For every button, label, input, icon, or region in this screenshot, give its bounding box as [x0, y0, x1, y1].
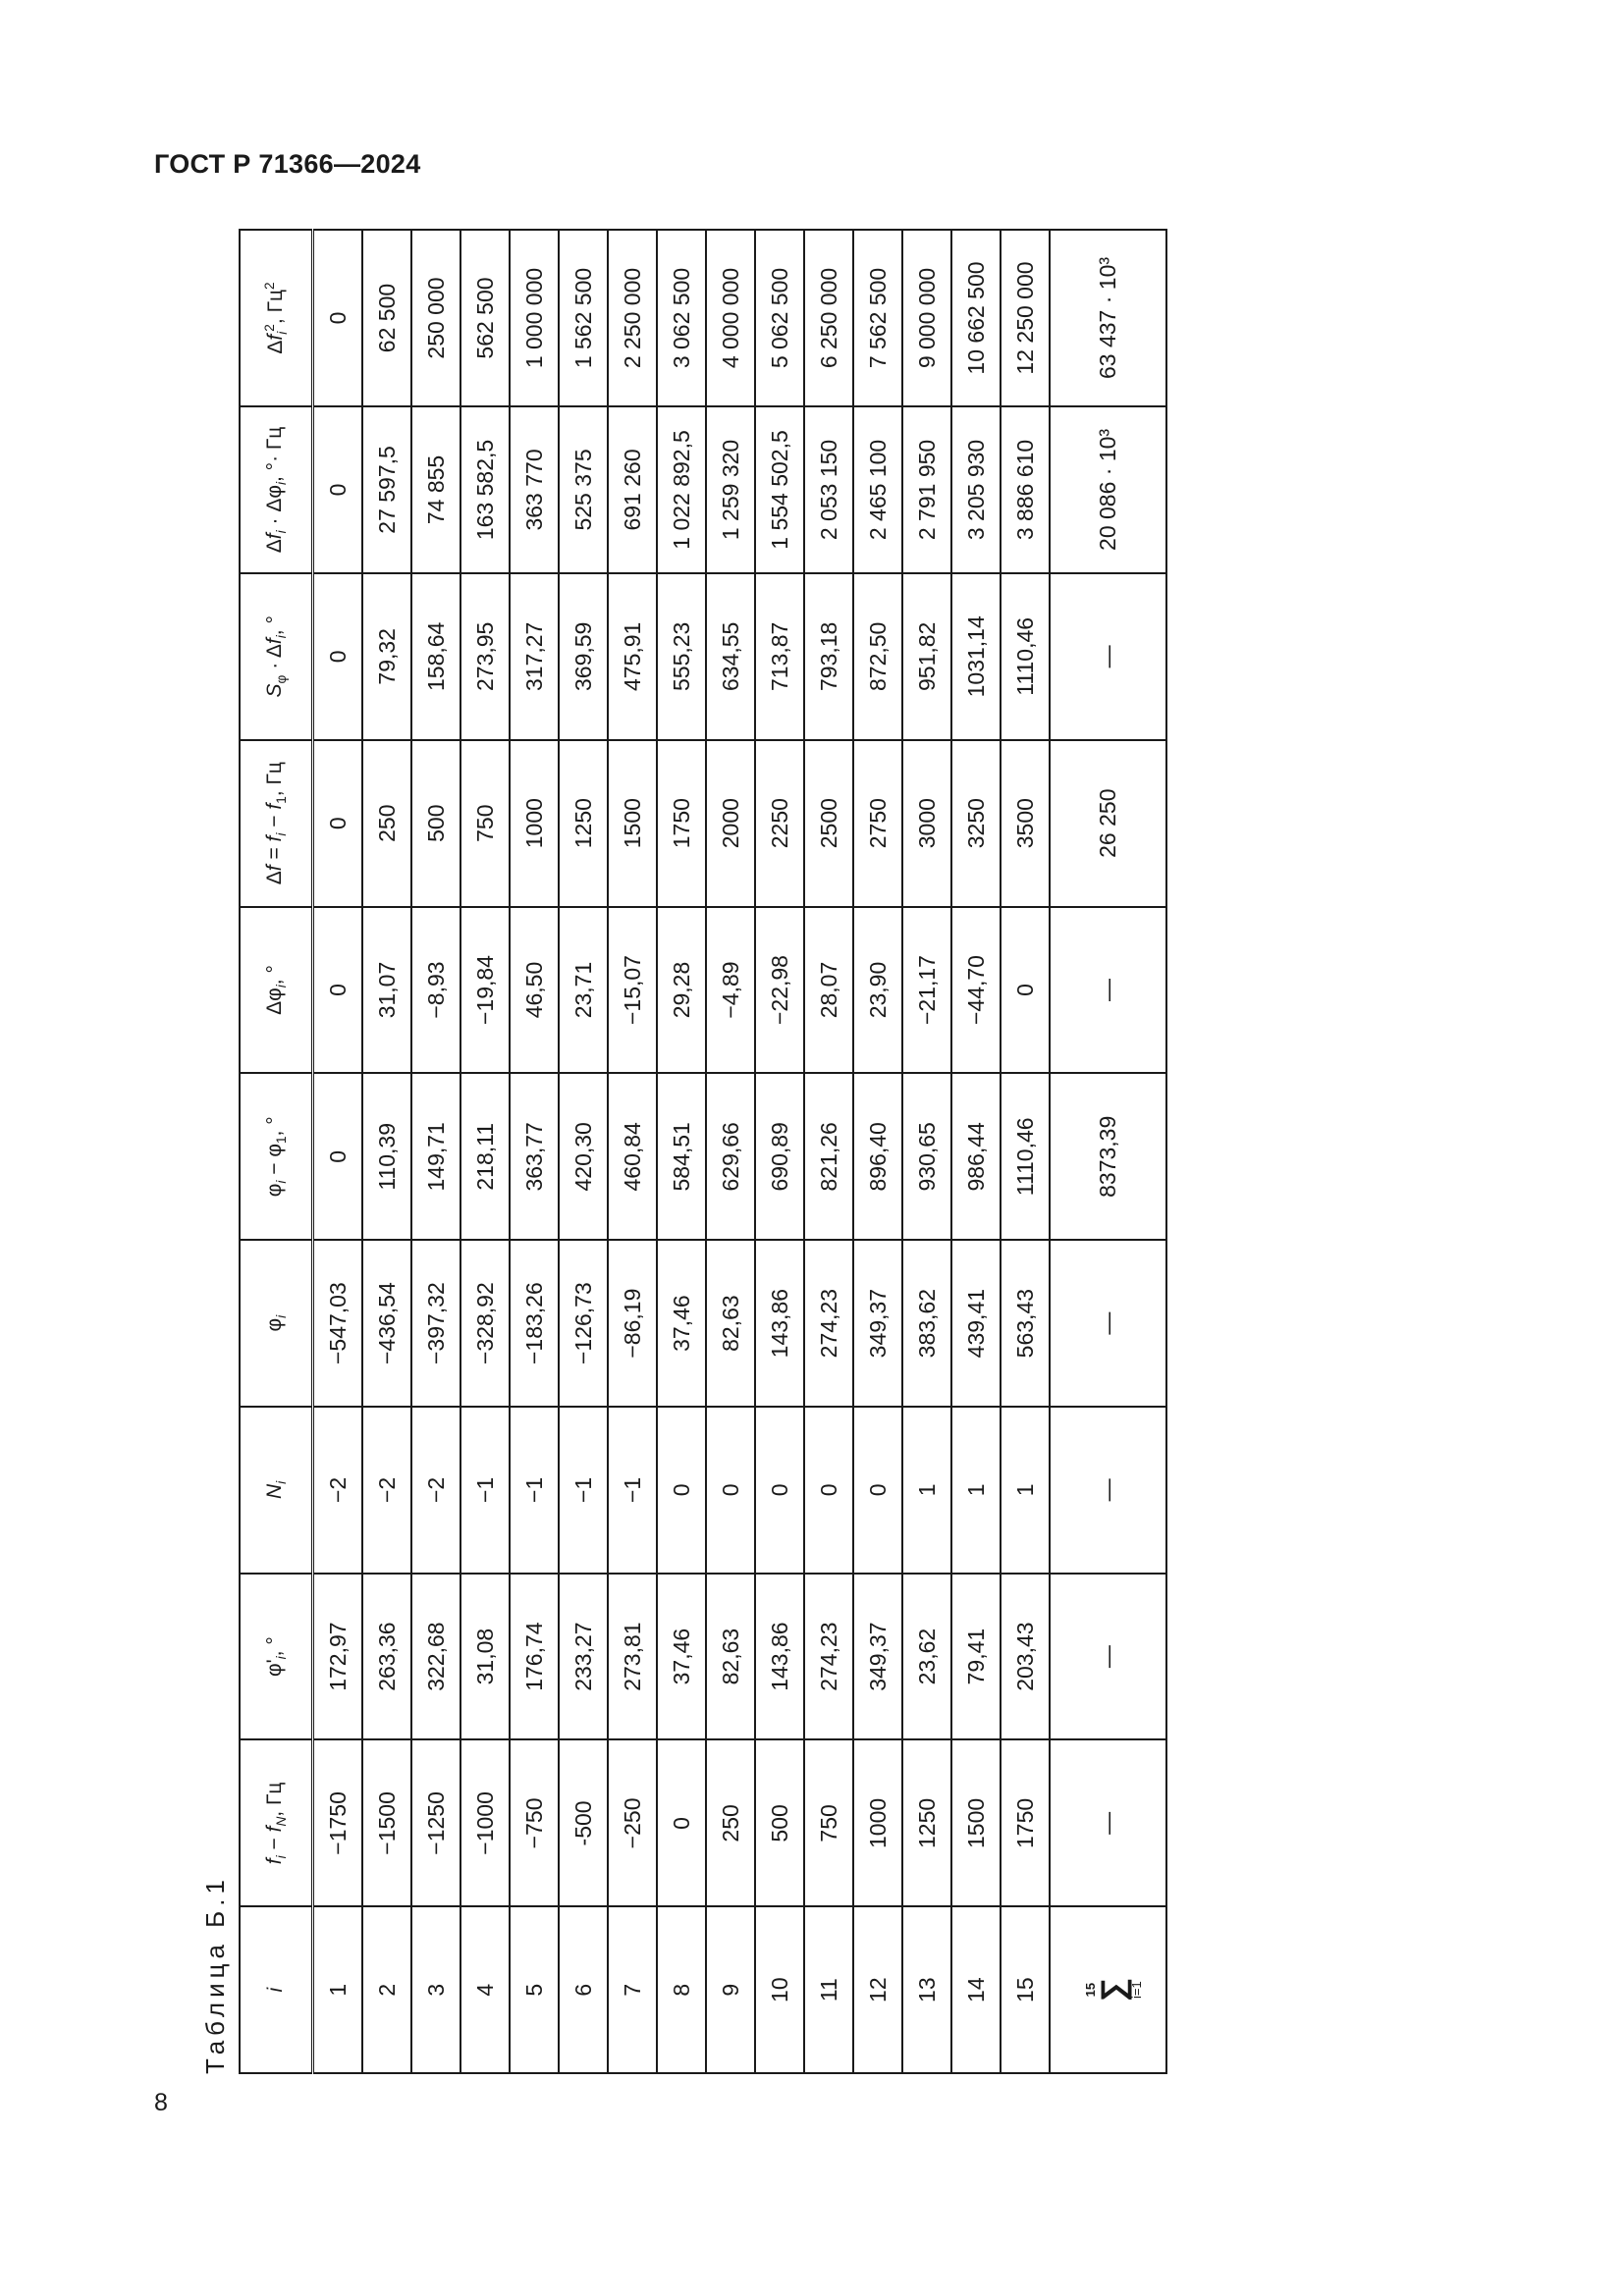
table-cell: 163 582,5: [460, 406, 510, 573]
table-cell: 31,08: [460, 1574, 510, 1740]
table-cell: 0: [313, 230, 363, 406]
table-cell: 383,62: [902, 1240, 951, 1407]
sum-cell: —: [1050, 1574, 1166, 1740]
column-header-phase-measured: $\varphi'_i$, °: [240, 1574, 313, 1740]
table-cell: 1 259 320: [706, 406, 755, 573]
table-cell: 2 250 000: [608, 230, 657, 406]
table-cell: 7: [608, 1906, 657, 2073]
table-row: [951, 230, 1001, 2073]
table-cell: 4 000 000: [706, 230, 755, 406]
table-cell: −2: [313, 1407, 363, 1574]
column-header-phase-diff: $\varphi_i - \varphi_1$, °: [240, 1073, 313, 1240]
table-cell: 82,63: [706, 1240, 755, 1407]
column-header-freq-phase-product: $\Delta f_i \cdot \Delta\varphi_i$, °· Гц: [240, 406, 313, 573]
table-cell: 11: [804, 1906, 853, 2073]
table-cell: 6 250 000: [804, 230, 853, 406]
table-cell: 821,26: [804, 1073, 853, 1240]
table-cell: −126,73: [559, 1240, 608, 1407]
table-cell: 2500: [804, 740, 853, 907]
table-cell: −328,92: [460, 1240, 510, 1407]
table-cell: 750: [460, 740, 510, 907]
table-cell: 460,84: [608, 1073, 657, 1240]
table-row: [1001, 230, 1050, 2073]
table-cell: 691 260: [608, 406, 657, 573]
table-cell: 9: [706, 1906, 755, 2073]
table-cell: 3500: [1001, 740, 1050, 907]
table-row: [804, 230, 853, 2073]
table-cell: −1500: [362, 1740, 411, 1907]
table-cell: 273,81: [608, 1574, 657, 1740]
table-cell: 555,23: [657, 573, 706, 740]
table-cell: 1500: [951, 1740, 1001, 1907]
table-cell: −1: [608, 1407, 657, 1574]
table-row: [706, 230, 755, 2073]
table-cell: 500: [755, 1740, 804, 1907]
table-cell: 250: [706, 1740, 755, 1907]
table-cell: 1: [313, 1906, 363, 2073]
table-cell: 158,64: [411, 573, 460, 740]
table-row: [853, 230, 902, 2073]
table-caption: Таблица Б.1: [200, 1875, 230, 2074]
table-cell: 3000: [902, 740, 951, 907]
table-cell: 9 000 000: [902, 230, 951, 406]
table-cell: −1250: [411, 1740, 460, 1907]
table-cell: 274,23: [804, 1574, 853, 1740]
table-row: [460, 230, 510, 2073]
sum-cell: 63 437 · 10³: [1050, 230, 1166, 406]
column-header-freq-squared: $\Delta f_i^2$, $Гц^2$: [240, 230, 313, 406]
table-cell: 3: [411, 1906, 460, 2073]
table-cell: 1031,14: [951, 573, 1001, 740]
rotated-table-area: [191, 229, 1144, 2074]
table-cell: 23,62: [902, 1574, 951, 1740]
table-cell: 28,07: [804, 907, 853, 1074]
table-row: [608, 230, 657, 2073]
table-cell: 1500: [608, 740, 657, 907]
table-cell: 12 250 000: [1001, 230, 1050, 406]
table-cell: 951,82: [902, 573, 951, 740]
table-cell: 1: [1001, 1407, 1050, 1574]
table-cell: 2750: [853, 740, 902, 907]
table-cell: 143,86: [755, 1574, 804, 1740]
table-cell: 31,07: [362, 907, 411, 1074]
table-cell: −397,32: [411, 1240, 460, 1407]
column-header-freq-offset: $f_i - f_N$, Гц: [240, 1740, 313, 1907]
table-cell: 1110,46: [1001, 1073, 1050, 1240]
table-cell: 439,41: [951, 1240, 1001, 1407]
table-cell: 0: [313, 740, 363, 907]
table-cell: 10 662 500: [951, 230, 1001, 406]
table-cell: 5 062 500: [755, 230, 804, 406]
table-cell: 23,71: [559, 907, 608, 1074]
table-cell: 500: [411, 740, 460, 907]
table-cell: 563,43: [1001, 1240, 1050, 1407]
table-cell: 15: [1001, 1906, 1050, 2073]
table-cell: 273,95: [460, 573, 510, 740]
table-cell: 3 886 610: [1001, 406, 1050, 573]
table-cell: 10: [755, 1906, 804, 2073]
table-cell: −1: [460, 1407, 510, 1574]
table-cell: 986,44: [951, 1073, 1001, 1240]
table-cell: 14: [951, 1906, 1001, 2073]
table-cell: 7 562 500: [853, 230, 902, 406]
sum-upper-limit: 15: [1082, 1982, 1098, 1998]
table-cell: 629,66: [706, 1073, 755, 1240]
table-cell: −547,03: [313, 1240, 363, 1407]
table-cell: 584,51: [657, 1073, 706, 1240]
table-row: [559, 230, 608, 2073]
table-cell: 872,50: [853, 573, 902, 740]
table-row: [411, 230, 460, 2073]
table-cell: 2250: [755, 740, 804, 907]
table-cell: −15,07: [608, 907, 657, 1074]
table-cell: 5: [510, 1906, 559, 2073]
table-row: [657, 230, 706, 2073]
data-table: [239, 229, 1167, 2074]
table-row: [902, 230, 951, 2073]
sum-cell: —: [1050, 907, 1166, 1074]
table-cell: 369,59: [559, 573, 608, 740]
table-cell: 3 062 500: [657, 230, 706, 406]
column-header-delta-freq: $\Delta f = f_i - f_1$, Гц: [240, 740, 313, 907]
sum-cell: —: [1050, 1240, 1166, 1407]
table-row: [313, 230, 363, 2073]
table-cell: 62 500: [362, 230, 411, 406]
table-cell: 1000: [510, 740, 559, 907]
table-cell: 1: [902, 1407, 951, 1574]
table-cell: 1 562 500: [559, 230, 608, 406]
table-cell: 349,37: [853, 1240, 902, 1407]
table-cell: 0: [1001, 907, 1050, 1074]
table-cell: −19,84: [460, 907, 510, 1074]
table-cell: 0: [853, 1407, 902, 1574]
sum-cell: 26 250: [1050, 740, 1166, 907]
table-cell: 2 791 950: [902, 406, 951, 573]
sum-lower-limit: i=1: [1128, 1981, 1144, 2000]
table-cell: 176,74: [510, 1574, 559, 1740]
table-cell: 23,90: [853, 907, 902, 1074]
table-cell: −21,17: [902, 907, 951, 1074]
sum-cell: —: [1050, 1740, 1166, 1907]
document-title: ГОСТ Р 71366—2024: [154, 149, 421, 179]
table-cell: 322,68: [411, 1574, 460, 1740]
column-header-n: $N_i$: [240, 1407, 313, 1574]
table-cell: −436,54: [362, 1240, 411, 1407]
table-cell: 8: [657, 1906, 706, 2073]
table-cell: 79,32: [362, 573, 411, 740]
table-cell: 363 770: [510, 406, 559, 573]
table-cell: 317,27: [510, 573, 559, 740]
table-cell: 12: [853, 1906, 902, 2073]
table-cell: 2 465 100: [853, 406, 902, 573]
table-header-row: [240, 230, 313, 2073]
table-cell: 0: [313, 406, 363, 573]
sum-cell: 20 086 · 10³: [1050, 406, 1166, 573]
page-number: 8: [154, 2089, 168, 2116]
table-cell: 0: [313, 907, 363, 1074]
table-cell: 0: [657, 1740, 706, 1907]
table-cell: 525 375: [559, 406, 608, 573]
table-cell: 172,97: [313, 1574, 363, 1740]
table-cell: 1 000 000: [510, 230, 559, 406]
sum-cell: 8373,39: [1050, 1073, 1166, 1240]
table-cell: −183,26: [510, 1240, 559, 1407]
table-cell: 6: [559, 1906, 608, 2073]
table-cell: 250 000: [411, 230, 460, 406]
table-cell: 233,27: [559, 1574, 608, 1740]
table-cell: 1750: [1001, 1740, 1050, 1907]
table-cell: 274,23: [804, 1240, 853, 1407]
table-cell: 1 022 892,5: [657, 406, 706, 573]
table-cell: −1750: [313, 1740, 363, 1907]
table-cell: 37,46: [657, 1574, 706, 1740]
table-cell: 690,89: [755, 1073, 804, 1240]
table-cell: 37,46: [657, 1240, 706, 1407]
table-cell: 1 554 502,5: [755, 406, 804, 573]
column-header-slope-product: $S_\varphi \cdot \Delta f_i$, °: [240, 573, 313, 740]
table-cell: 562 500: [460, 230, 510, 406]
table-cell: 793,18: [804, 573, 853, 740]
table-cell: 0: [706, 1407, 755, 1574]
table-cell: 250: [362, 740, 411, 907]
table-cell: 420,30: [559, 1073, 608, 1240]
table-cell: 0: [313, 1073, 363, 1240]
table-cell: 1250: [559, 740, 608, 907]
sigma-icon: ∑: [1094, 1978, 1132, 2002]
table-cell: 3250: [951, 740, 1001, 907]
table-cell: 218,11: [460, 1073, 510, 1240]
table-cell: 29,28: [657, 907, 706, 1074]
table-cell: 750: [804, 1740, 853, 1907]
sum-row: [1050, 230, 1166, 2073]
table-cell: 149,71: [411, 1073, 460, 1240]
table-cell: 475,91: [608, 573, 657, 740]
table-cell: 79,41: [951, 1574, 1001, 1740]
table-cell: 349,37: [853, 1574, 902, 1740]
table-cell: −2: [411, 1407, 460, 1574]
table-cell: 1110,46: [1001, 573, 1050, 740]
table-cell: 930,65: [902, 1073, 951, 1240]
table-row: [755, 230, 804, 2073]
table-cell: −44,70: [951, 907, 1001, 1074]
table-cell: 3 205 930: [951, 406, 1001, 573]
table-cell: 46,50: [510, 907, 559, 1074]
table-cell: 896,40: [853, 1073, 902, 1240]
sum-symbol: [1050, 1906, 1166, 2073]
table-cell: −8,93: [411, 907, 460, 1074]
table-cell: 2000: [706, 740, 755, 907]
sum-cell: —: [1050, 573, 1166, 740]
table-cell: 27 597,5: [362, 406, 411, 573]
table-cell: −750: [510, 1740, 559, 1907]
table-cell: 1750: [657, 740, 706, 907]
table-cell: 1: [951, 1407, 1001, 1574]
table-cell: −1: [559, 1407, 608, 1574]
table-cell: 110,39: [362, 1073, 411, 1240]
table-cell: 363,77: [510, 1073, 559, 1240]
table-cell: 0: [313, 573, 363, 740]
table-row: [510, 230, 559, 2073]
table-cell: 13: [902, 1906, 951, 2073]
table-cell: 2 053 150: [804, 406, 853, 573]
table-cell: 74 855: [411, 406, 460, 573]
table-cell: 143,86: [755, 1240, 804, 1407]
table-row: [362, 230, 411, 2073]
table-cell: −250: [608, 1740, 657, 1907]
column-header-phase: $\varphi_i$: [240, 1240, 313, 1407]
table-cell: −86,19: [608, 1240, 657, 1407]
table-cell: −22,98: [755, 907, 804, 1074]
table-cell: 634,55: [706, 573, 755, 740]
table-cell: 0: [804, 1407, 853, 1574]
table-cell: 0: [657, 1407, 706, 1574]
table-cell: 1000: [853, 1740, 902, 1907]
table-cell: −4,89: [706, 907, 755, 1074]
table-cell: 713,87: [755, 573, 804, 740]
table-cell: 1250: [902, 1740, 951, 1907]
table-cell: 4: [460, 1906, 510, 2073]
table-cell: 2: [362, 1906, 411, 2073]
table-cell: 203,43: [1001, 1574, 1050, 1740]
table-cell: −1000: [460, 1740, 510, 1907]
table-cell: 82,63: [706, 1574, 755, 1740]
table-cell: 263,36: [362, 1574, 411, 1740]
table-cell: −1: [510, 1407, 559, 1574]
table-cell: -500: [559, 1740, 608, 1907]
table-cell: −2: [362, 1407, 411, 1574]
table-cell: 0: [755, 1407, 804, 1574]
sum-cell: —: [1050, 1407, 1166, 1574]
column-header-delta-phase: $\Delta\varphi_i$, °: [240, 907, 313, 1074]
column-header-i: i: [240, 1906, 313, 2073]
